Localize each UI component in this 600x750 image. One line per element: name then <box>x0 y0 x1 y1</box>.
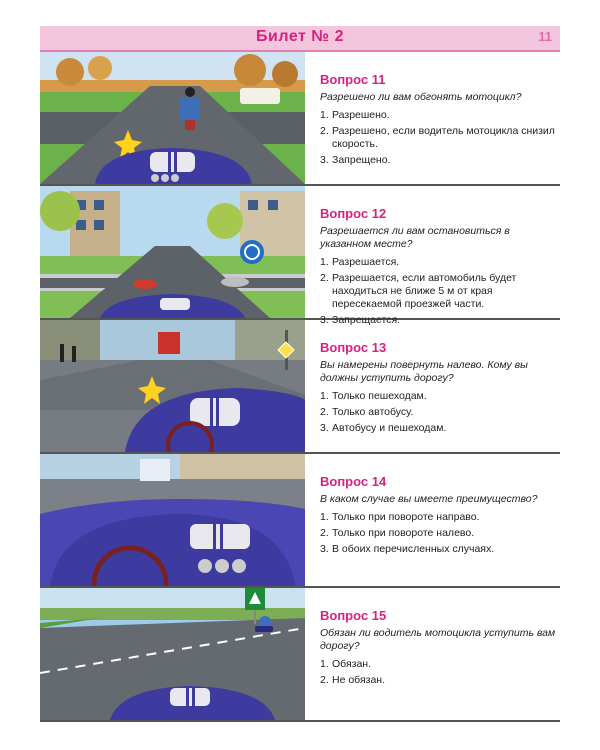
answer-text: Обязан. <box>332 658 372 670</box>
answer-number: 1. <box>320 511 329 523</box>
answer-text: Только при повороте налево. <box>332 527 475 539</box>
answer-number: 1. <box>320 109 329 121</box>
question-11-illustration <box>40 52 305 184</box>
question-11-text-area <box>320 72 558 170</box>
question-block-15 <box>40 588 560 722</box>
answer-number: 1. <box>320 658 329 670</box>
answer-text: Не обязан. <box>332 674 386 686</box>
answer-option[interactable] <box>320 272 558 311</box>
answer-text: Только пешеходам. <box>332 390 427 402</box>
ticket-title: Билет № 2 <box>256 28 344 45</box>
answer-number: 2. <box>320 674 329 686</box>
answer-option[interactable] <box>320 543 558 556</box>
answer-option[interactable] <box>320 390 558 403</box>
question-13-text-area <box>320 340 558 438</box>
question-14-answers <box>320 511 558 556</box>
answer-text: Только автобусу. <box>332 406 414 418</box>
answer-number: 1. <box>320 390 329 402</box>
answer-number: 3. <box>320 314 329 326</box>
question-12-illustration <box>40 186 305 318</box>
answer-text: В обоих перечисленных случаях. <box>332 543 495 555</box>
answer-text: Разрешается, если автомобиль будет находиться не ближе 5 м от края пересекаемой проезжей части. <box>332 272 517 310</box>
question-11-title: Вопрос 11 <box>320 72 386 87</box>
answer-text: Разрешено, если водитель мотоцикла снизил скорость. <box>332 125 555 150</box>
answer-number: 2. <box>320 406 329 418</box>
answer-number: 1. <box>320 256 329 268</box>
question-14-title: Вопрос 14 <box>320 474 387 489</box>
answer-text: Разрешено. <box>332 109 390 121</box>
question-13-illustration <box>40 320 305 452</box>
question-12-answers <box>320 256 558 327</box>
question-12-title: Вопрос 12 <box>320 206 387 221</box>
question-15-illustration <box>40 588 305 720</box>
question-12-question: Разрешается ли вам остановиться в указанном месте? <box>320 225 510 250</box>
answer-option[interactable] <box>320 125 558 151</box>
question-13-question: Вы намерены повернуть налево. Кому вы должны уступить дорогу? <box>320 359 528 384</box>
question-block-11 <box>40 52 560 186</box>
question-14-illustration <box>40 454 305 586</box>
answer-number: 3. <box>320 154 329 166</box>
question-11-question: Разрешено ли вам обгонять мотоцикл? <box>320 91 522 103</box>
answer-text: Разрешается. <box>332 256 400 268</box>
question-block-12 <box>40 186 560 326</box>
answer-text: Только при повороте направо. <box>332 511 480 523</box>
answer-option[interactable] <box>320 154 558 167</box>
answer-number: 3. <box>320 422 329 434</box>
question-15-question: Обязан ли водитель мотоцикла уступить вам дорогу? <box>320 627 556 652</box>
question-15-answers <box>320 658 558 687</box>
answer-option[interactable] <box>320 422 558 435</box>
answer-text: Автобусу и пешеходам. <box>332 422 447 434</box>
question-12-text-area <box>320 206 558 330</box>
question-15-text-area <box>320 608 558 690</box>
answer-number: 2. <box>320 125 329 137</box>
answer-option[interactable] <box>320 527 558 540</box>
answer-number: 2. <box>320 527 329 539</box>
answer-option[interactable] <box>320 406 558 419</box>
answer-option[interactable] <box>320 658 558 671</box>
question-13-answers <box>320 390 558 435</box>
page-number: 11 <box>538 29 552 44</box>
question-block-14 <box>40 454 560 588</box>
answer-option[interactable] <box>320 674 558 687</box>
answer-text: Запрещено. <box>332 154 391 166</box>
answer-option[interactable] <box>320 511 558 524</box>
question-15-title: Вопрос 15 <box>320 608 387 623</box>
answer-number: 2. <box>320 272 329 284</box>
answer-number: 3. <box>320 543 329 555</box>
question-14-question: В каком случае вы имеете преимущество? <box>320 493 538 505</box>
question-block-13 <box>40 320 560 454</box>
answer-text: Запрещается. <box>332 314 401 326</box>
question-13-title: Вопрос 13 <box>320 340 387 355</box>
answer-option[interactable] <box>320 109 558 122</box>
answer-option[interactable] <box>320 256 558 269</box>
ticket-header <box>40 26 560 52</box>
question-14-text-area <box>320 474 558 559</box>
question-11-answers <box>320 109 558 167</box>
